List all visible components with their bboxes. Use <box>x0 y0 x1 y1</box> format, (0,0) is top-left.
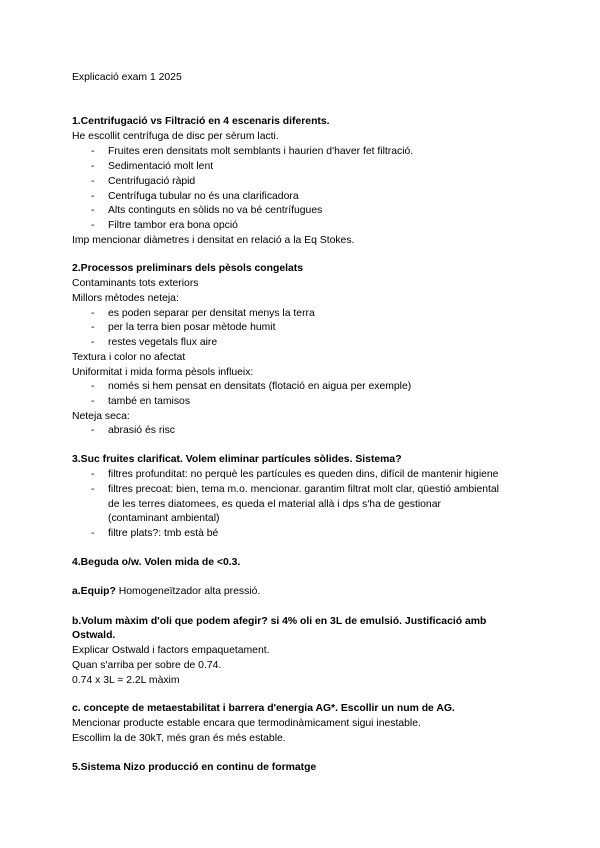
section-1-bullet: Centrífuga tubular no és una clarificadora <box>108 191 299 202</box>
section-3-bullet: filtres profunditat: no perquè les partícules es queden dins, difícil de mantenir higiene <box>108 469 499 480</box>
section-3-bullet-continuation: (contaminant ambiental) <box>108 513 220 524</box>
section-4b-line: Quan s'arriba per sobre de 0.74. <box>72 660 222 671</box>
section-2-bullet: abrasió és risc <box>108 425 175 436</box>
section-2-line: Contaminants tots exteriors <box>72 278 199 289</box>
section-3-bullet: filtre plats?: tmb està bé <box>108 528 219 539</box>
section-4b-heading: b.Volum màxim d'oli que podem afegir? si 4% oli en 3L de emulsió. Justificació amb <box>72 616 487 627</box>
section-2-line: Uniformitat i mida forma pèsols influeix: <box>72 367 254 378</box>
section-4a-heading: a.Equip? <box>72 586 116 597</box>
section-1-bullet: Centrifugació ràpid <box>108 176 196 187</box>
section-4a-line <box>72 585 260 598</box>
bullet-marker: - <box>91 528 95 539</box>
bullet-marker: - <box>91 191 95 202</box>
bullet-marker: - <box>91 425 95 436</box>
section-4b-line: Explicar Ostwald i factors empaquetament. <box>72 645 270 656</box>
section-3-bullet: filtres precoat: bien, tema m.o. mencionar. garantim filtrat molt clar, qüestió ambiental <box>108 484 499 495</box>
bullet-marker: - <box>91 308 95 319</box>
section-2-line: Millors mètodes neteja: <box>72 293 179 304</box>
section-2-line: Textura i color no afectat <box>72 352 186 363</box>
section-4b-heading-continuation: Ostwald. <box>72 630 116 641</box>
document-title: Explicació exam 1 2025 <box>72 72 182 83</box>
section-2-heading: 2.Processos preliminars dels pèsols congelats <box>72 263 304 274</box>
bullet-marker: - <box>91 337 95 348</box>
bullet-marker: - <box>91 484 95 495</box>
bullet-marker: - <box>91 396 95 407</box>
section-2-bullet: també en tamisos <box>108 396 191 407</box>
bullet-marker: - <box>91 322 95 333</box>
section-2-bullet: per la terra bien posar mètode humit <box>108 322 276 333</box>
section-4-heading: 4.Beguda o/w. Volen mida de <0.3. <box>72 557 241 568</box>
bullet-marker: - <box>91 205 95 216</box>
section-2-bullet: es poden separar per densitat menys la terra <box>108 308 315 319</box>
section-1-heading: 1.Centrifugació vs Filtració en 4 escenaris diferents. <box>72 116 330 127</box>
section-4c-heading: c. concepte de metaestabilitat i barrera d'energia AG*. Escollir un num de AG. <box>72 703 455 714</box>
bullet-marker: - <box>91 220 95 231</box>
bullet-marker: - <box>91 469 95 480</box>
section-1-intro: He escollit centrífuga de disc per sèrum lacti. <box>72 131 279 142</box>
section-4c-line: Escollim la de 30kT, més gran és més estable. <box>72 733 286 744</box>
section-4b-line: 0.74 x 3L = 2.2L màxim <box>72 675 180 686</box>
bullet-marker: - <box>91 146 95 157</box>
section-5-heading: 5.Sistema Nizo producció en continu de formatge <box>72 762 317 773</box>
section-4c-line: Mencionar producte estable encara que termodinàmicament sigui inestable. <box>72 718 421 729</box>
bullet-marker: - <box>91 381 95 392</box>
section-2-bullet: restes vegetals flux aire <box>108 337 218 348</box>
section-2-line: Neteja seca: <box>72 411 130 422</box>
section-1-bullet: Sedimentació molt lent <box>108 161 214 172</box>
bullet-marker: - <box>91 161 95 172</box>
section-2-bullet: només si hem pensat en densitats (flotació en aigua per exemple) <box>108 381 412 392</box>
bullet-marker: - <box>91 176 95 187</box>
section-1-bullet: Fruites eren densitats molt semblants i haurien d'haver fet filtració. <box>108 146 414 157</box>
section-1-bullet: Alts continguts en sòlids no va bé centrífugues <box>108 205 323 216</box>
section-1-bullet: Filtre tambor era bona opció <box>108 220 238 231</box>
section-3-bullet-continuation: de les terres diatomees, es queda el material allà i dps s'ha de gestionar <box>108 499 441 510</box>
section-3-heading: 3.Suc fruites clarificat. Volem eliminar partícules sòlides. Sistema? <box>72 454 402 465</box>
section-4a-answer: Homogeneïtzador alta pressió. <box>115 586 261 597</box>
section-1-note: Imp mencionar diàmetres i densitat en relació a la Eq Stokes. <box>72 235 355 246</box>
